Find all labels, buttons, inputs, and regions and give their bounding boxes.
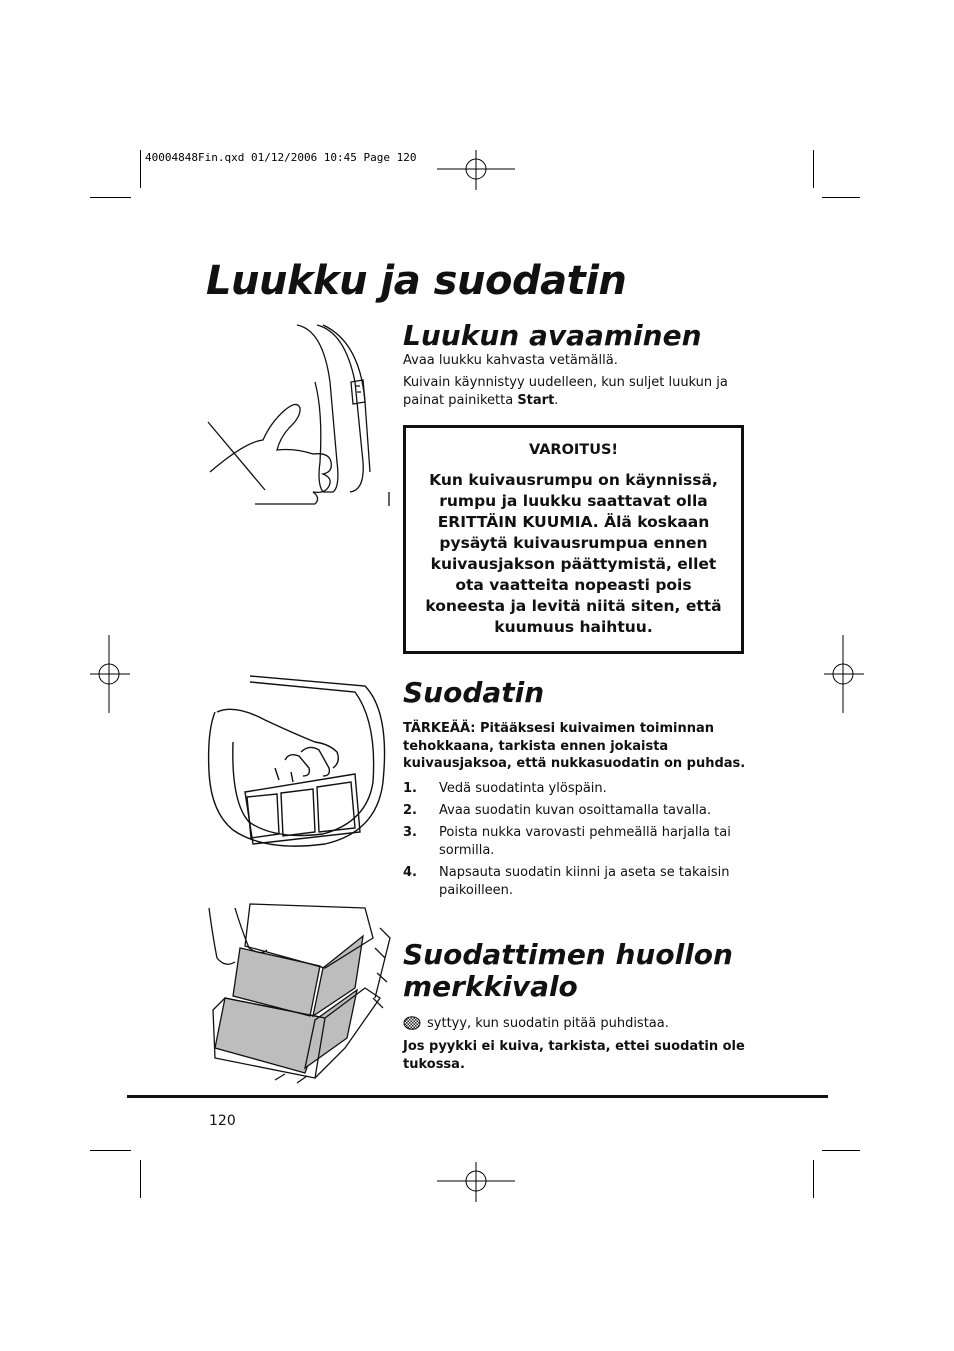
indicator-section-body: [403, 1015, 755, 1073]
file-slug: 40004848Fin.qxd 01/12/2006 10:45 Page 120: [145, 151, 417, 164]
clogged-filter-note: Jos pyykki ei kuiva, tarkista, ettei suodatin ole tukossa.: [403, 1039, 745, 1072]
step-text: Napsauta suodatin kiinni ja aseta se takaisin paikoilleen.: [439, 864, 730, 898]
step-number: 4.: [403, 864, 417, 880]
restart-text-end: .: [554, 393, 559, 408]
indicator-text: syttyy, kun suodatin pitää puhdistaa.: [427, 1016, 669, 1031]
restart-instruction: [403, 374, 763, 410]
list-item: [403, 802, 755, 820]
footer-rule: [127, 1095, 828, 1098]
warning-box: [403, 425, 744, 654]
list-item: [403, 864, 755, 900]
step-number: 3.: [403, 824, 417, 840]
indicator-section-heading: Suodattimen huollon merkkivalo: [403, 938, 733, 1003]
list-item: [403, 824, 755, 860]
filter-removal-illustration: [205, 672, 395, 857]
restart-text: Kuivain käynnistyy uudelleen, kun suljet luukun ja painat painiketta: [403, 375, 728, 408]
start-button-label: Start: [517, 393, 555, 408]
page-title: Luukku ja suodatin: [206, 258, 627, 304]
filter-indicator-icon: [403, 1016, 421, 1030]
step-text: Vedä suodatinta ylöspäin.: [439, 780, 607, 796]
door-section-text: [403, 352, 763, 410]
list-item: [403, 780, 755, 798]
registration-mark-top: [437, 150, 517, 190]
door-section-heading: Luukun avaaminen: [403, 319, 702, 352]
warning-text: Kun kuivausrumpu on käynnissä, rumpu ja luukku saattavat olla ERITTÄIN KUUMIA. Älä koskaan pysäytä kuivausrumpua ennen kuivausjakson päättymistä, ellet ota vaatteita nopeasti pois koneesta ja levitä niitä siten, että kuumuus haihtuu.: [425, 471, 722, 636]
filter-section-body: [403, 720, 755, 904]
registration-mark-bottom: [437, 1162, 517, 1202]
step-number: 1.: [403, 780, 417, 796]
door-instruction-line: Avaa luukku kahvasta vetämällä.: [403, 353, 618, 368]
filter-section-heading: Suodatin: [403, 676, 545, 709]
registration-mark-right: [824, 635, 864, 715]
indicator-line: [403, 1015, 755, 1033]
step-text: Poista nukka varovasti pehmeällä harjalla tai sormilla.: [439, 824, 731, 858]
page-number: 120: [209, 1113, 236, 1129]
filter-steps-list: [403, 780, 755, 900]
warning-heading: VAROITUS!: [528, 442, 619, 458]
registration-mark-left: [90, 635, 130, 715]
door-opening-illustration: [205, 322, 395, 507]
step-text: Avaa suodatin kuvan osoittamalla tavalla.: [439, 802, 712, 818]
filter-cleaning-illustration: [205, 898, 395, 1088]
step-number: 2.: [403, 802, 417, 818]
filter-important-note: TÄRKEÄÄ: Pitääksesi kuivaimen toiminnan tehokkaana, tarkista ennen jokaista kuivausjaksoa, että nukkasuodatin on puhdas.: [403, 721, 746, 771]
